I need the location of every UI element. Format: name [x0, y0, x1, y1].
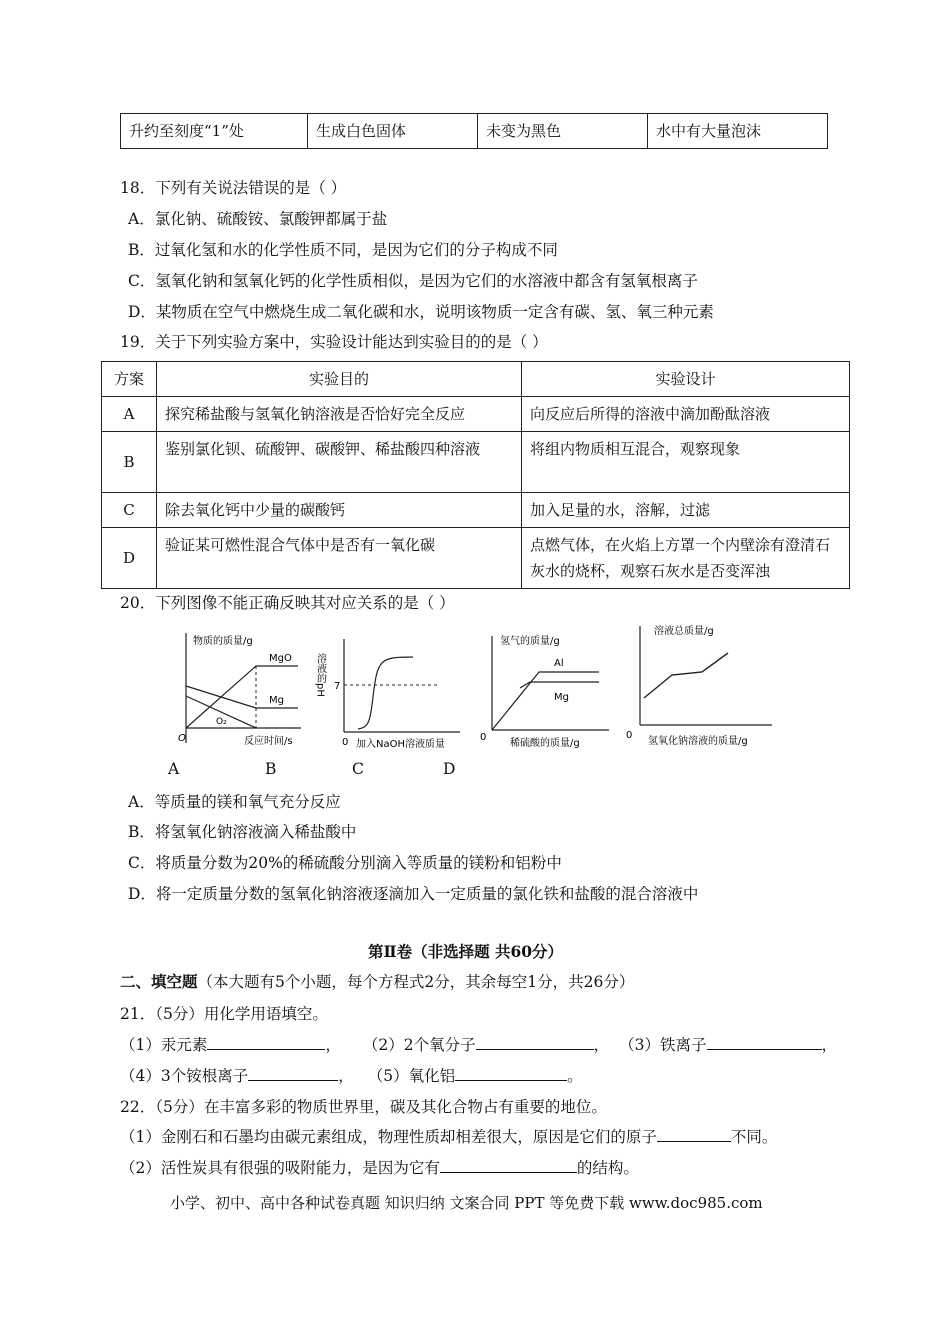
table-cell: 未变为黑色: [478, 114, 648, 149]
q22-text: （2）活性炭具有很强的吸附能力，是因为它有: [120, 1159, 440, 1177]
item-label: （2）2个氧分子: [362, 1036, 476, 1054]
item-label: （4）3个铵根离子: [120, 1067, 249, 1085]
punct: 。: [567, 1067, 583, 1085]
item-label: （5）氧化铝: [367, 1067, 456, 1085]
origin-label: 0: [480, 732, 487, 743]
answer-blank[interactable]: [248, 1065, 338, 1081]
mg-curve: [520, 682, 599, 688]
series-label: Mg: [269, 695, 284, 706]
section-title: 第Ⅱ卷（非选择题 共60分）: [368, 942, 564, 961]
x-label: 氢氧化钠溶液的质量/g: [648, 736, 748, 747]
q22-line-2: [120, 1156, 639, 1178]
row-design: 向反应后所得的溶液中滴加酚酞溶液: [522, 397, 850, 432]
footer: 小学、初中、高中各种试卷真题 知识归纳 文案合同 PPT 等免费下载 www.doc985.com: [170, 1194, 763, 1212]
answer-blank[interactable]: [207, 1034, 325, 1050]
row-design: 将组内物质相互混合，观察现象: [522, 432, 850, 493]
table-cell: 水中有大量泡沫: [648, 114, 828, 149]
punct: ，: [338, 1067, 354, 1085]
x-label: 稀硫酸的质量/g: [510, 738, 580, 749]
table-row: [102, 397, 850, 432]
x-label: 反应时间/s: [244, 736, 293, 747]
section-heading-bold: 二、填空题: [120, 972, 198, 991]
y-label: 氢气的质量/g: [500, 636, 560, 647]
row-id: A: [102, 397, 157, 432]
graph-d: [620, 620, 776, 748]
series-label: MgO: [269, 653, 292, 664]
option-c: C．将质量分数为20%的稀硫酸分别滴入等质量的镁粉和铝粉中: [128, 854, 562, 872]
al-curve: [492, 672, 599, 730]
row-purpose: 鉴别氯化钡、硫酸钾、碳酸钾、稀盐酸四种溶液: [157, 432, 522, 493]
graph-label-a: A: [168, 760, 180, 778]
question-20: 20．下列图像不能正确反映其对应关系的是（ ）: [120, 594, 455, 612]
answer-blank[interactable]: [455, 1065, 567, 1081]
experiment-table: [101, 361, 850, 589]
table-header: 实验目的: [157, 362, 522, 397]
series-label: Mg: [554, 692, 569, 703]
ph-curve: [358, 657, 413, 729]
option-b: B．将氢氧化钠溶液滴入稀盐酸中: [128, 823, 357, 841]
option-d: D．将一定质量分数的氢氧化钠溶液逐滴加入一定质量的氯化铁和盐酸的混合溶液中: [128, 885, 699, 903]
table-header: 实验设计: [522, 362, 850, 397]
answer-blank[interactable]: [707, 1034, 822, 1050]
origin-label: 0: [342, 737, 349, 748]
top-table: [120, 113, 828, 149]
option-b: B．过氧化氢和水的化学性质不同，是因为它们的分子构成不同: [128, 241, 558, 259]
question-21: 21．（5分）用化学用语填空。: [120, 1005, 328, 1023]
row-purpose: 探究稀盐酸与氢氧化钠溶液是否恰好完全反应: [157, 397, 522, 432]
section-heading-rest: （本大题有5个小题，每个方程式2分，其余每空1分，共26分）: [197, 973, 635, 991]
row-id: C: [102, 493, 157, 528]
q22-text: 的结构。: [576, 1159, 639, 1177]
mass-curve: [644, 653, 728, 698]
graph-a: [176, 628, 312, 750]
origin-label: 0: [626, 730, 633, 741]
table-cell: 升约至刻度“1”处: [121, 114, 308, 149]
graph-label-b: B: [265, 760, 277, 778]
question-18: 18．下列有关说法错误的是（ ）: [120, 179, 347, 197]
row-id: D: [102, 528, 157, 589]
q22-line-1: [120, 1125, 777, 1147]
option-c: C．氢氧化钠和氢氧化钙的化学性质相似，是因为它们的水溶液中都含有氢氧根离子: [128, 272, 698, 290]
y-label: 溶液的pH: [314, 653, 326, 697]
series-label: O₂: [216, 717, 227, 727]
graph-c: [474, 630, 614, 752]
y-label: 溶液总质量/g: [654, 626, 714, 637]
q21-line-2: [120, 1064, 583, 1086]
q21-line-1: [120, 1033, 837, 1055]
row-purpose: 除去氧化钙中少量的碳酸钙: [157, 493, 522, 528]
punct: ，: [821, 1036, 838, 1054]
q22-text: （1）金刚石和石墨均由碳元素组成，物理性质却相差很大，原因是它们的原子: [120, 1128, 657, 1146]
series-label: Al: [554, 658, 564, 669]
graph-b: [314, 637, 468, 752]
table-row: [102, 432, 850, 493]
question-22: 22．（5分）在丰富多彩的物质世界里，碳及其化合物占有重要的地位。: [120, 1098, 607, 1116]
question-19: 19．关于下列实验方案中，实验设计能达到实验目的的是（ ）: [120, 333, 548, 351]
item-label: （1）汞元素: [120, 1036, 208, 1054]
table-row: [102, 493, 850, 528]
row-design: 点燃气体，在火焰上方罩一个内壁涂有澄清石灰水的烧杯，观察石灰水是否变浑浊: [522, 528, 850, 589]
reference-label: 7: [334, 681, 341, 692]
table-cell: 生成白色固体: [308, 114, 478, 149]
item-label: （3）铁离子: [619, 1036, 707, 1054]
table-row: [102, 528, 850, 589]
section-heading: [120, 970, 634, 992]
x-label: 加入NaOH溶液质量: [356, 739, 445, 750]
option-a: A．氯化钠、硫酸铵、氯酸钾都属于盐: [128, 210, 388, 228]
table-header: 方案: [102, 362, 157, 397]
q22-text: 不同。: [730, 1128, 778, 1146]
row-design: 加入足量的水，溶解，过滤: [522, 493, 850, 528]
row-id: B: [102, 432, 157, 493]
punct: ，: [325, 1036, 341, 1054]
punct: ，: [593, 1036, 610, 1054]
origin-label: O: [178, 733, 186, 744]
graph-label-c: C: [352, 760, 364, 778]
y-label: 物质的质量/g: [193, 636, 253, 647]
row-purpose: 验证某可燃性混合气体中是否有一氧化碳: [157, 528, 522, 589]
answer-blank[interactable]: [476, 1034, 594, 1050]
graph-label-d: D: [443, 760, 456, 778]
option-d: D．某物质在空气中燃烧生成二氧化碳和水，说明该物质一定含有碳、氢、氧三种元素: [128, 303, 714, 321]
answer-blank[interactable]: [657, 1126, 731, 1142]
answer-blank[interactable]: [440, 1157, 577, 1173]
option-a: A．等质量的镁和氧气充分反应: [128, 793, 341, 811]
